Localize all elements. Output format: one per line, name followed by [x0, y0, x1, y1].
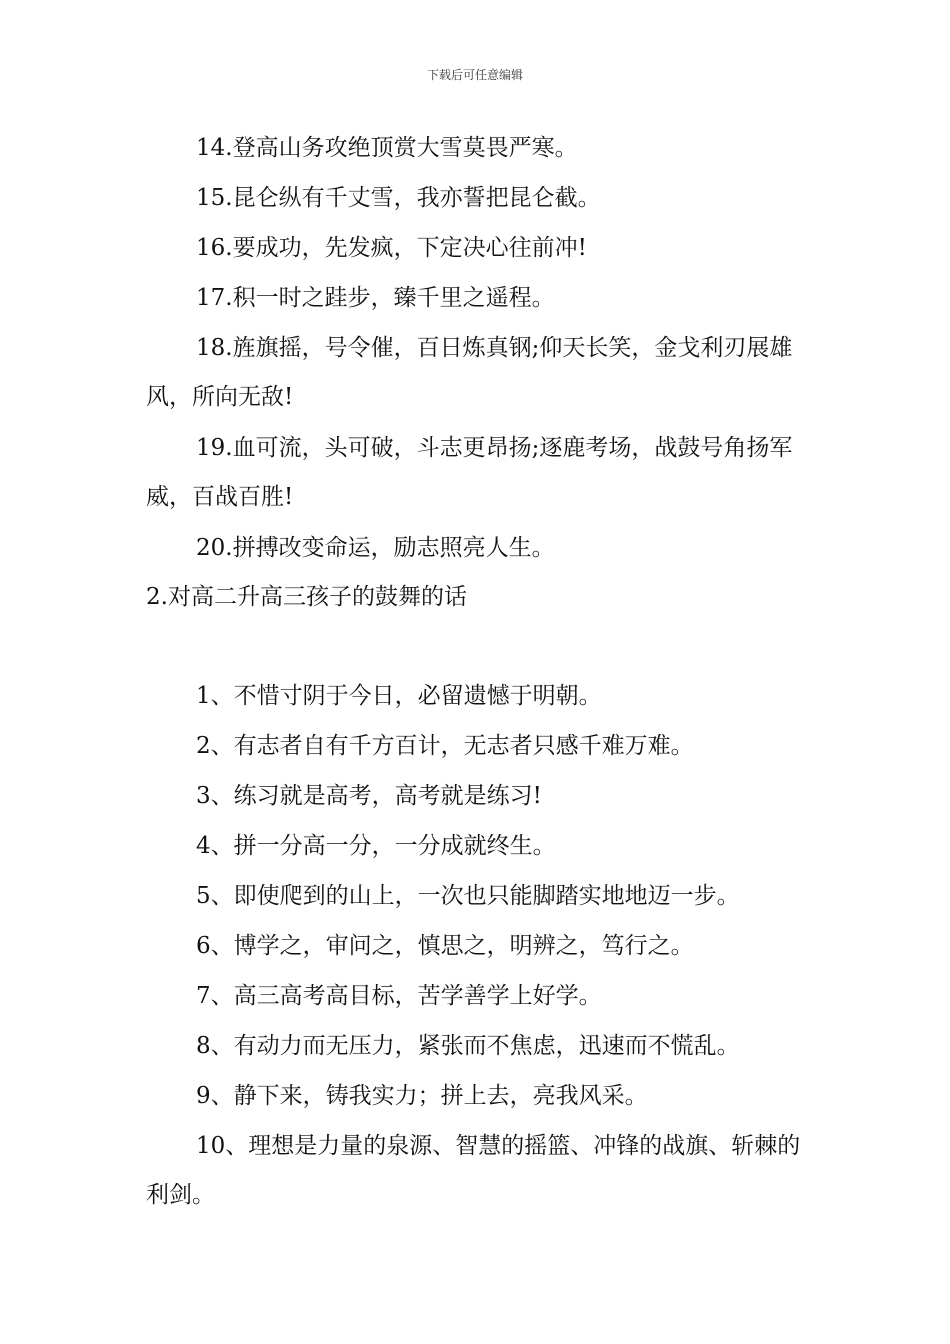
- list-item: 3、练习就是高考，高考就是练习!: [196, 783, 542, 809]
- list-item: 10、理想是力量的泉源、智慧的摇篮、冲锋的战旗、斩棘的利剑。: [146, 1133, 801, 1208]
- list-item: 20.拼搏改变命运，励志照亮人生。: [196, 535, 555, 561]
- list-item: 8、有动力而无压力，紧张而不焦虑，迅速而不慌乱。: [196, 1033, 740, 1059]
- list-item: 1、不惜寸阴于今日，必留遗憾于明朝。: [196, 683, 602, 709]
- list-item: 2、有志者自有千方百计，无志者只感千难万难。: [196, 733, 694, 759]
- list-item: 17.积一时之跬步，臻千里之遥程。: [196, 285, 555, 311]
- list-item: 4、拼一分高一分，一分成就终生。: [196, 833, 556, 859]
- list-item: 9、静下来，铸我实力；拼上去，亮我风采。: [196, 1083, 648, 1109]
- list-item: 14.登高山务攻绝顶赏大雪莫畏严寒。: [196, 135, 578, 161]
- list-item: 16.要成功，先发疯，下定决心往前冲!: [196, 235, 587, 261]
- list-item: 7、高三高考高目标，苦学善学上好学。: [196, 983, 602, 1009]
- page-header: 下载后可任意编辑: [426, 68, 523, 82]
- list-item: 18.旌旗摇，号令催，百日炼真钢;仰天长笑，金戈利刃展雄风，所向无敌!: [146, 335, 793, 410]
- section-heading: 2.对高二升高三孩子的鼓舞的话: [146, 584, 467, 610]
- list-item: 19.血可流，头可破，斗志更昂扬;逐鹿考场，战鼓号角扬军威，百战百胜!: [146, 435, 793, 510]
- list-item: 15.昆仑纵有千丈雪，我亦誓把昆仑截。: [196, 185, 601, 211]
- list-item: 6、博学之，审问之，慎思之，明辨之，笃行之。: [196, 933, 694, 959]
- list-item: 5、即使爬到的山上，一次也只能脚踏实地地迈一步。: [196, 883, 740, 909]
